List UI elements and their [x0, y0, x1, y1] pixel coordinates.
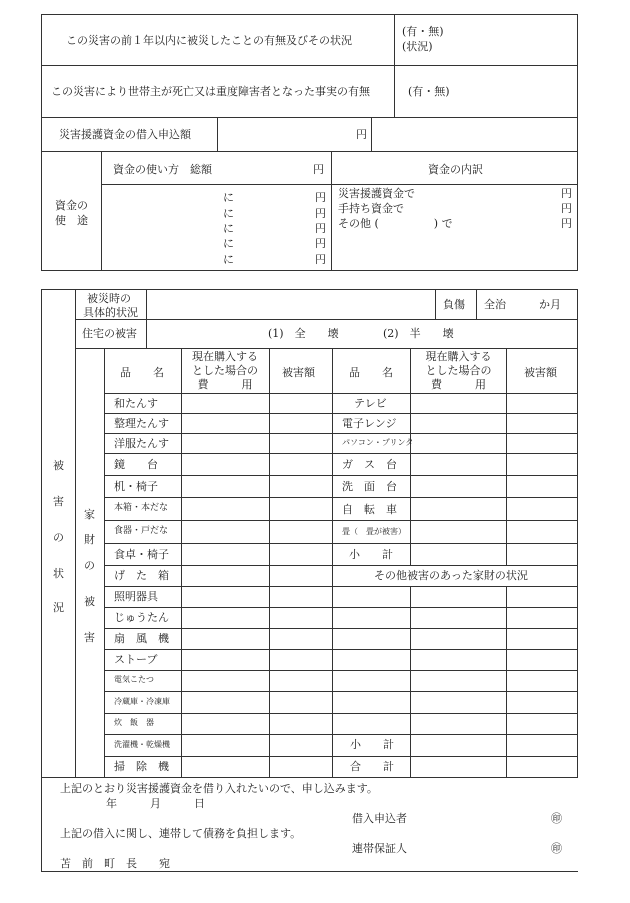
list-item: テレビ	[354, 397, 387, 410]
breakdown-row-2: 手持ち資金で	[338, 202, 404, 215]
house-label: 住宅の被害	[82, 327, 137, 340]
usage-total-label: 資金の使い方 総額	[113, 163, 212, 176]
goods-label-char: 害	[84, 631, 95, 644]
prior-disaster-question: この災害の前１年以内に被災したことの有無及びその状況	[66, 34, 352, 47]
side-label-char: 況	[53, 601, 64, 614]
side-label-char: の	[53, 531, 64, 544]
goods-label-char: 被	[84, 595, 95, 608]
loan-amount-field[interactable]	[219, 121, 369, 147]
list-item: 整理たんす	[114, 417, 169, 430]
guarantor-seal: ㊞	[551, 842, 562, 855]
loan-yen: 円	[356, 128, 367, 141]
prior-disaster-status: (状況)	[402, 40, 433, 53]
list-item: じゅうたん	[114, 611, 169, 624]
list-item: 炊 飯 器	[114, 718, 154, 727]
breakdown-row-3: その他 ( ) で	[338, 217, 453, 230]
list-item: 食卓・椅子	[114, 548, 169, 561]
list-item: 自 転 車	[342, 503, 397, 516]
total-label: 合 計	[350, 760, 394, 773]
side-label-char: 害	[53, 495, 64, 508]
list-item: 洋服たんす	[114, 437, 169, 450]
list-item: 鏡 台	[114, 458, 158, 471]
usage-ni-3: に	[223, 222, 234, 235]
other-goods-title: その他被害のあった家財の状況	[374, 569, 528, 582]
col-item-right: 品 名	[349, 366, 393, 379]
concrete-field[interactable]	[148, 291, 433, 318]
breakdown-yen-1: 円	[561, 187, 572, 200]
list-item: ガ ス 台	[342, 458, 397, 471]
list-item: 掃 除 機	[114, 760, 169, 773]
breakdown-title: 資金の内訳	[428, 163, 483, 176]
usage-yen-3: 円	[315, 222, 326, 235]
side-label-char: 状	[53, 567, 64, 580]
col-damage-left: 被害額	[282, 366, 315, 379]
applicant-seal: ㊞	[551, 812, 562, 825]
list-item: 電子レンジ	[342, 417, 397, 430]
usage-yen-5: 円	[315, 253, 326, 266]
date-line[interactable]: 年 月 日	[106, 797, 205, 810]
usage-ni-5: に	[223, 253, 234, 266]
side-label-char: 被	[53, 459, 64, 472]
list-item: 食器・戸だな	[114, 526, 169, 536]
list-item: 電気こたつ	[114, 675, 154, 684]
list-item: 本箱・本だな	[114, 503, 169, 513]
breakdown-yen-2: 円	[561, 202, 572, 215]
usage-total-yen: 円	[313, 163, 324, 176]
prior-disaster-yn: (有・無)	[402, 25, 444, 38]
goods-label-char: の	[84, 559, 95, 572]
applicant-label: 借入申込者	[352, 812, 407, 825]
col-item-left: 品 名	[120, 366, 164, 379]
list-item: げ た 箱	[114, 569, 169, 582]
usage-yen-1: 円	[315, 191, 326, 204]
list-item: パソコン・プリンタ	[342, 438, 414, 447]
concrete-label-2: 具体的状況	[83, 306, 138, 319]
col-price-right: 現在購入する とした場合の 費 用	[425, 350, 492, 391]
usage-ni-2: に	[223, 207, 234, 220]
death-disability-answer: (有・無)	[408, 85, 450, 98]
usage-ni-4: に	[223, 237, 234, 250]
goods-label-char: 家	[84, 508, 95, 521]
list-item: 照明器具	[114, 590, 158, 603]
usage-label-2: 使 途	[55, 214, 88, 227]
injury-label: 負傷	[443, 298, 465, 311]
list-item: 小 計	[349, 548, 393, 561]
guarantor-label: 連帯保証人	[352, 842, 407, 855]
breakdown-row-1: 災害援護資金で	[338, 187, 415, 200]
subtotal-label: 小 計	[350, 738, 394, 751]
list-item: 机・椅子	[114, 480, 158, 493]
guarantee-text: 上記の借入に関し、連帯して債務を負担します。	[60, 827, 302, 840]
breakdown-yen-3: 円	[561, 217, 572, 230]
concrete-label-1: 被災時の	[87, 292, 131, 305]
usage-yen-4: 円	[315, 237, 326, 250]
list-item: 冷蔵庫・冷凍庫	[114, 697, 170, 706]
list-item: 畳（ 畳が被害）	[342, 527, 406, 536]
usage-ni-1: に	[223, 191, 234, 204]
house-option-half[interactable]: (2) 半 壊	[383, 327, 454, 340]
injury-value: 全治 か月	[484, 298, 561, 311]
usage-yen-2: 円	[315, 207, 326, 220]
col-damage-right: 被害額	[524, 366, 557, 379]
col-price-left: 現在購入する とした場合の 費 用	[192, 350, 258, 391]
loan-amount-label: 災害援護資金の借入申込額	[59, 128, 191, 141]
list-item: 扇 風 機	[114, 632, 169, 645]
list-item: 洗濯機・乾燥機	[114, 740, 170, 749]
goods-label-char: 財	[84, 533, 95, 546]
usage-label-1: 資金の	[55, 199, 88, 212]
house-option-total[interactable]: (1) 全 壊	[268, 327, 339, 340]
death-disability-question: この災害により世帯主が死亡又は重度障害者となった事実の有無	[51, 85, 370, 98]
list-item: 洗 面 台	[342, 480, 397, 493]
list-item: ストーブ	[114, 653, 158, 666]
addressee: 苫 前 町 長 宛	[60, 857, 170, 870]
application-text: 上記のとおり災害援護資金を借り入れたいので、申し込みます。	[60, 782, 378, 795]
list-item: 和たんす	[114, 397, 158, 410]
